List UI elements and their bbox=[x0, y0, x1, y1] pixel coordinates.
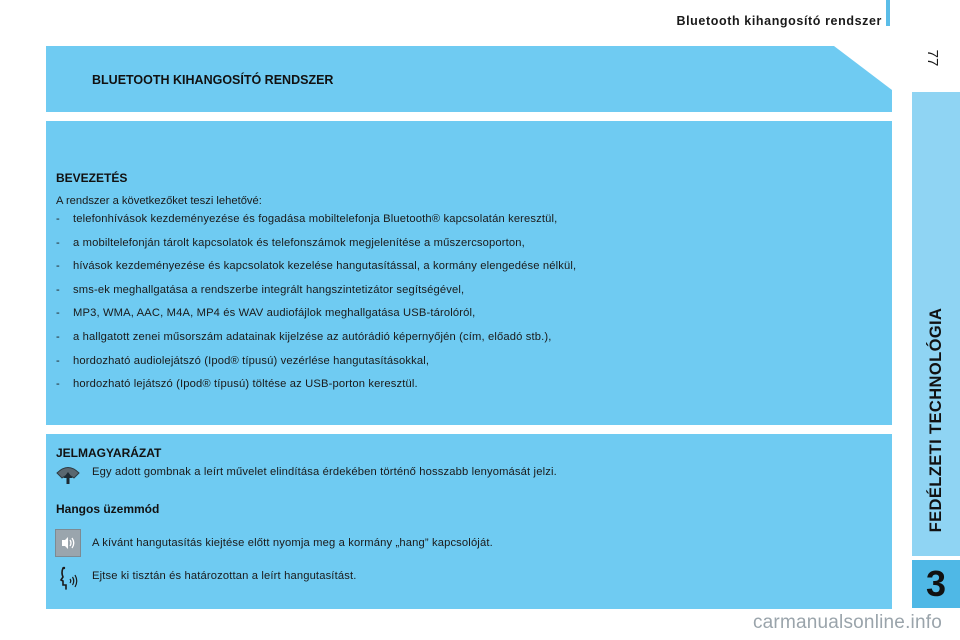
list-item bbox=[56, 284, 876, 308]
list-dash: - bbox=[56, 354, 60, 367]
list-item bbox=[56, 237, 876, 261]
section-title: BLUETOOTH KIHANGOSÍTÓ RENDSZER bbox=[92, 73, 334, 87]
voice-command-button-icon bbox=[55, 529, 81, 557]
list-item bbox=[56, 213, 876, 237]
list-item bbox=[56, 331, 876, 355]
legend-panel bbox=[46, 434, 892, 609]
intro-heading: BEVEZETÉS bbox=[56, 171, 128, 185]
page-number: 77 bbox=[924, 49, 941, 67]
list-dash: - bbox=[56, 236, 60, 249]
list-item-text: MP3, WMA, AAC, M4A, MP4 és WAV audiofájlok meghallgatása USB-tárolóról, bbox=[73, 307, 476, 320]
voice-mode-heading: Hangos üzemmód bbox=[56, 502, 160, 516]
chapter-number: 3 bbox=[925, 563, 947, 604]
list-item-text: sms-ek meghallgatása a rendszerbe integrált hangszintetizátor segítségével, bbox=[73, 283, 465, 296]
list-dash: - bbox=[56, 307, 60, 320]
list-item bbox=[56, 260, 876, 284]
list-dash: - bbox=[56, 283, 60, 296]
list-dash: - bbox=[56, 330, 60, 343]
list-item-text: hívások kezdeményezése és kapcsolatok kezelése hangutasítással, a kormány elengedése nélkül, bbox=[73, 260, 577, 273]
speaking-head-icon bbox=[57, 565, 83, 591]
list-dash: - bbox=[56, 213, 60, 225]
list-dash: - bbox=[56, 378, 60, 391]
legend-heading: JELMAGYARÁZAT bbox=[56, 446, 162, 460]
list-item-text: hordozható lejátszó (Ipod® típusú) töltése az USB-porton keresztül. bbox=[73, 378, 418, 391]
side-tab-label: FEDÉLZETI TECHNOLÓGIA bbox=[927, 307, 945, 533]
running-header-title: Bluetooth kihangosító rendszer bbox=[676, 14, 882, 28]
voice-button-description: A kívánt hangutasítás kiejtése előtt nyomja meg a kormány „hang” kapcsolóját. bbox=[92, 537, 493, 549]
watermark: carmanualsonline.info bbox=[752, 612, 942, 633]
long-press-icon bbox=[55, 461, 81, 487]
long-press-description: Egy adott gombnak a leírt művelet elindítása érdekében történő hosszabb lenyomását jelzi. bbox=[92, 466, 557, 478]
list-dash: - bbox=[56, 260, 60, 273]
list-item bbox=[56, 378, 876, 402]
header-rule bbox=[886, 0, 890, 26]
list-item-text: telefonhívások kezdeményezése és fogadása mobiltelefonja Bluetooth® kapcsolatán keresztül, bbox=[73, 213, 558, 225]
list-item-text: a mobiltelefonján tárolt kapcsolatok és telefonszámok megjelenítése a műszercsoporton, bbox=[73, 236, 525, 249]
list-item-text: hordozható audiolejátszó (Ipod® típusú) vezérlése hangutasításokkal, bbox=[73, 354, 430, 367]
list-item bbox=[56, 307, 876, 331]
speak-description: Ejtse ki tisztán és határozottan a leírt hangutasítást. bbox=[92, 570, 357, 582]
intro-feature-list bbox=[56, 213, 876, 402]
list-item bbox=[56, 355, 876, 379]
list-item-text: a hallgatott zenei műsorszám adatainak kijelzése az autórádió képernyőjén (cím, előadó stb.), bbox=[73, 330, 552, 343]
intro-lead: A rendszer a következőket teszi lehetővé: bbox=[56, 195, 262, 207]
